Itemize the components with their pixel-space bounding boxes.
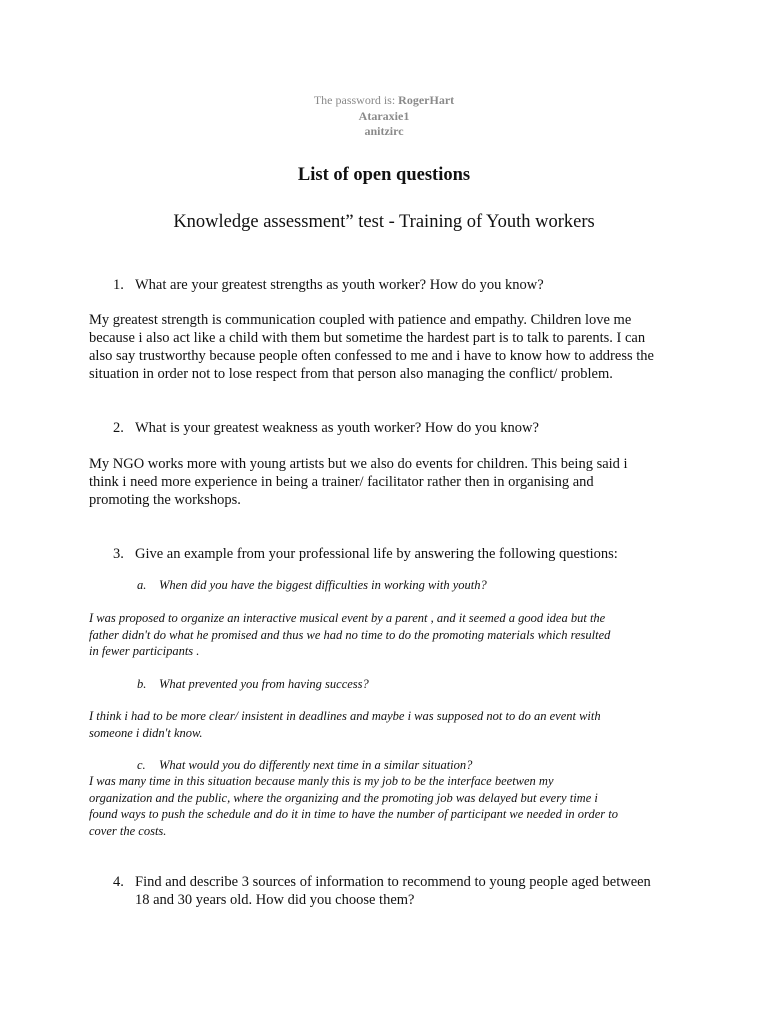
question-text-line: Find and describe 3 sources of information to recommend to young people aged between <box>135 874 651 890</box>
subquestion-letter: c. <box>137 758 146 772</box>
question-text-line: 18 and 30 years old. How did you choose them? <box>135 892 415 908</box>
subanswer-b <box>89 708 714 741</box>
answer-line: I was many time in this situation because manly this is my job to be the interface beetwen my <box>89 774 554 788</box>
answer-line: because i also act like a child with them but sometime the hardest part is to talk to parents. I can <box>89 330 646 346</box>
answer-line: My greatest strength is communication coupled with patience and empathy. Children love me <box>89 312 632 328</box>
subquestion-a <box>137 577 697 593</box>
answer-line: also say trustworthy because people often confessed to me and i have to know how to address the <box>89 348 654 364</box>
subquestion-c <box>137 757 697 773</box>
subquestion-letter: a. <box>137 578 147 592</box>
answer-line: father didn't do what he promised and thus we had no time to do the promoting materials which resulted <box>89 627 611 642</box>
password-line-2 <box>0 109 768 125</box>
answer-line: I think i had to be more clear/ insistent in deadlines and maybe i was supposed not to do an event with <box>89 709 601 723</box>
subanswer-a <box>89 610 714 660</box>
password-prefix: The password is: <box>313 93 399 107</box>
answer-line: My NGO works more with young artists but we also do events for children. This being said i <box>89 456 628 472</box>
answer-line: someone i didn't know. <box>89 725 203 740</box>
password-extra-2: anitzirc <box>364 124 404 138</box>
question-text: What are your greatest strengths as youth worker? How do you know? <box>135 277 544 293</box>
question-number: 2. <box>113 420 124 436</box>
answer-line: found ways to push the schedule and do it in time to have the number of participant we needed in order to <box>89 807 618 821</box>
answer-line: think i need more experience in being a trainer/ facilitator rather then in organising and <box>89 474 594 490</box>
answer-line: cover the costs. <box>89 823 167 838</box>
question-text: Give an example from your professional life by answering the following questions: <box>135 546 618 562</box>
answer-2 <box>89 455 689 509</box>
answer-line: organization and the public, where the organizing and the promoting job was delayed but every time i <box>89 790 598 805</box>
question-number: 4. <box>113 874 124 890</box>
question-text: What is your greatest weakness as youth worker? How do you know? <box>135 420 539 436</box>
subquestion-text: When did you have the biggest difficulties in working with youth? <box>159 578 487 592</box>
question-4 <box>113 873 713 909</box>
answer-line: situation in order not to lose respect from that person also managing the conflict/ problem. <box>89 366 613 382</box>
question-1 <box>113 276 713 294</box>
question-2 <box>113 419 713 437</box>
password-extra-1: Ataraxie1 <box>358 108 410 123</box>
question-3 <box>113 545 713 563</box>
question-text <box>135 873 713 909</box>
document-subtitle: Knowledge assessment” test - Training of Youth workers <box>173 212 595 232</box>
subanswer-c <box>89 773 714 839</box>
subquestion-letter: b. <box>137 677 147 691</box>
subquestion-text: What would you do differently next time in a similar situation? <box>159 758 473 772</box>
password-line <box>0 93 768 109</box>
password-value: RogerHart <box>398 93 455 107</box>
subquestion-text: What prevented you from having success? <box>159 677 369 691</box>
answer-line: in fewer participants . <box>89 644 200 658</box>
document-title: List of open questions <box>297 165 471 185</box>
password-line-3 <box>0 124 768 140</box>
answer-1 <box>89 311 689 383</box>
answer-line: I was proposed to organize an interactive musical event by a parent , and it seemed a good idea but the <box>89 611 606 625</box>
password-header <box>0 93 768 140</box>
answer-line: promoting the workshops. <box>89 492 241 508</box>
question-number: 3. <box>113 546 124 562</box>
subquestion-b <box>137 676 697 692</box>
question-number: 1. <box>113 277 124 293</box>
